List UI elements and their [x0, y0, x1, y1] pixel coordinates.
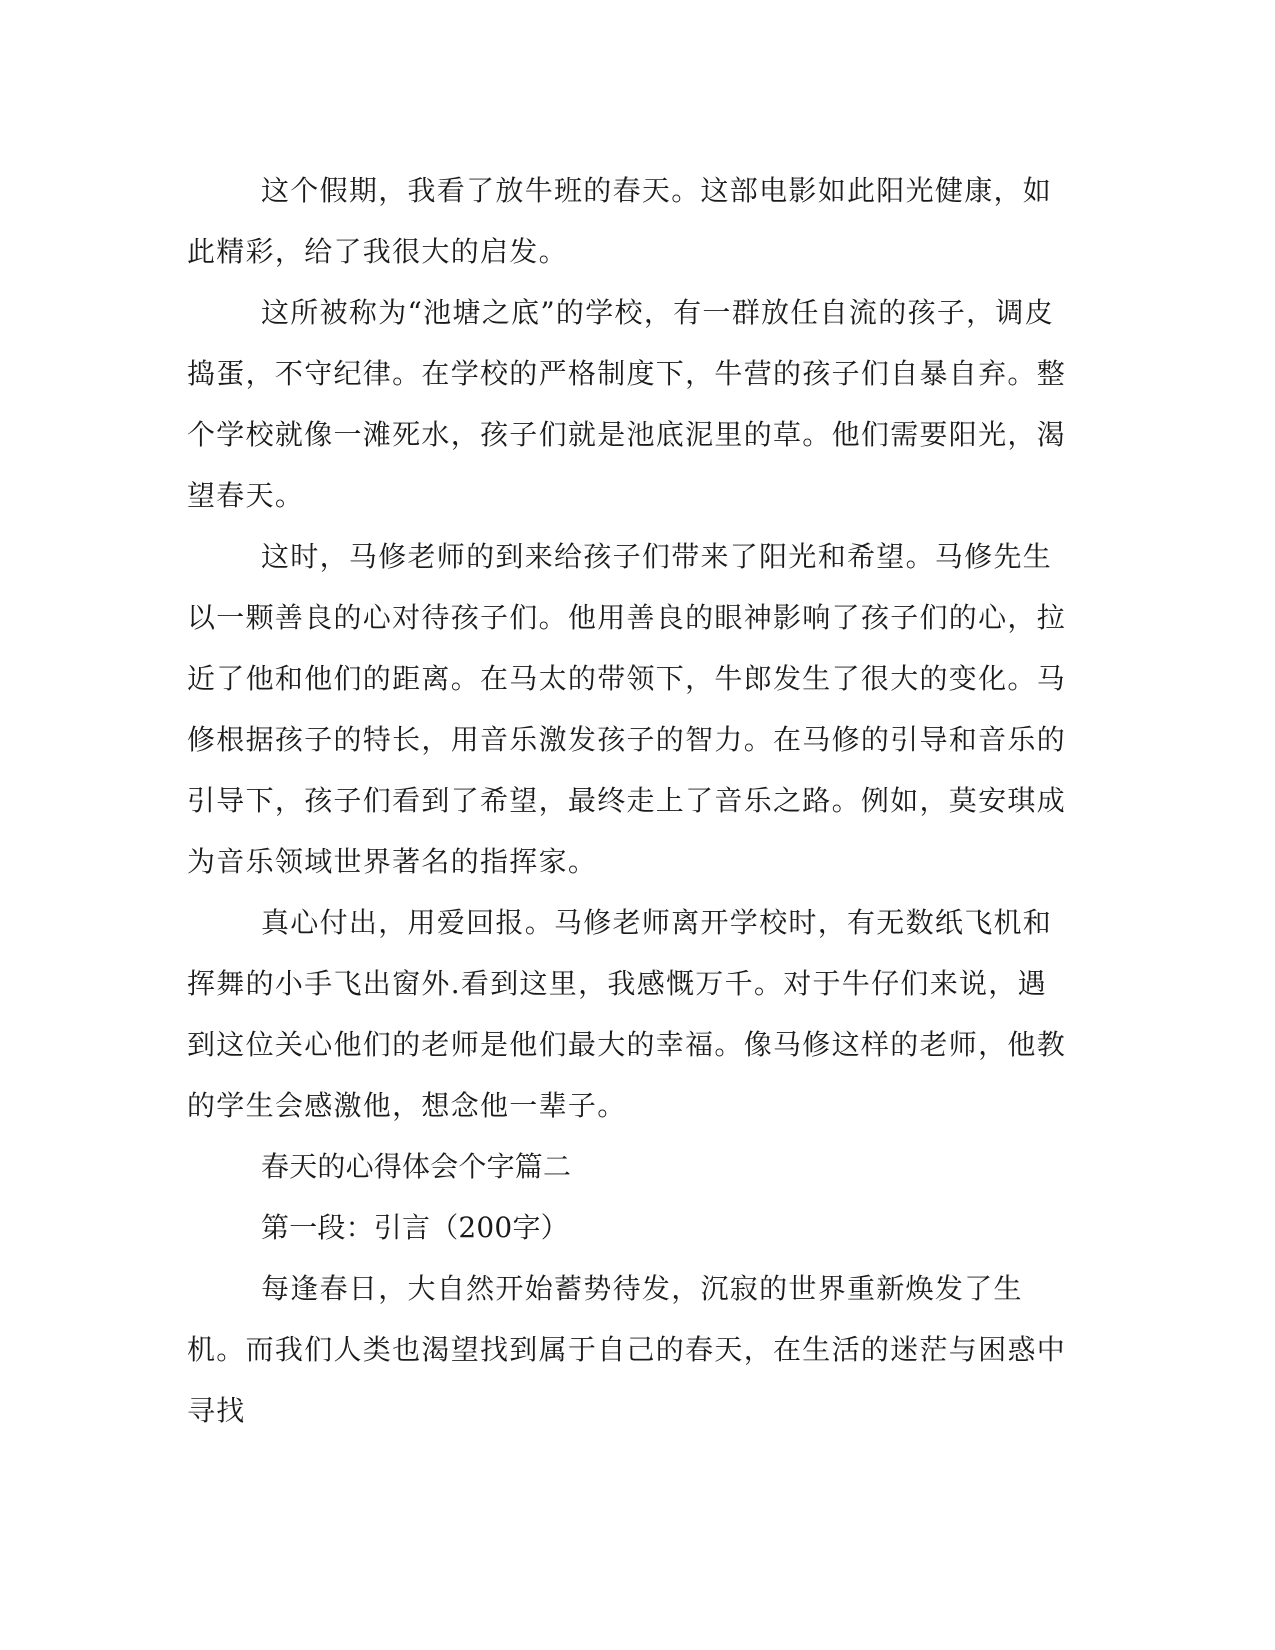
paragraph: 每逢春日，大自然开始蓄势待发，沉寂的世界重新焕发了生机。而我们人类也渴望找到属于自己的春天，在生活的迷茫与困惑中寻找 [187, 1272, 1067, 1427]
paragraph: 这时，马修老师的到来给孩子们带来了阳光和希望。马修先生以一颗善良的心对待孩子们。他用善良的眼神影响了孩子们的心，拉近了他和他们的距离。在马太的带领下，牛郎发生了很大的变化。马修根据孩子的特长，用音乐激发孩子的智力。在马修的引导和音乐的引导下，孩子们看到了希望，最终走上了音乐之路。例如，莫安琪成为音乐领域世界著名的指挥家。 [187, 540, 1067, 878]
section-heading: 春天的心得体会个字篇二 [261, 1150, 572, 1183]
subsection-heading: 第一段：引言（200字） [261, 1211, 569, 1244]
document-body [187, 160, 1067, 1441]
paragraph: 真心付出，用爱回报。马修老师离开学校时，有无数纸飞机和挥舞的小手飞出窗外.看到这里，我感慨万千。对于牛仔们来说，遇到这位关心他们的老师是他们最大的幸福。像马修这样的老师，他教的学生会感激他，想念他一辈子。 [187, 906, 1067, 1122]
paragraph: 这个假期，我看了放牛班的春天。这部电影如此阳光健康，如此精彩，给了我很大的启发。 [187, 174, 1053, 268]
paragraph: 这所被称为“池塘之底”的学校，有一群放任自流的孩子，调皮捣蛋，不守纪律。在学校的严格制度下，牛营的孩子们自暴自弃。整个学校就像一滩死水，孩子们就是池底泥里的草。他们需要阳光，渴望春天。 [187, 296, 1067, 512]
